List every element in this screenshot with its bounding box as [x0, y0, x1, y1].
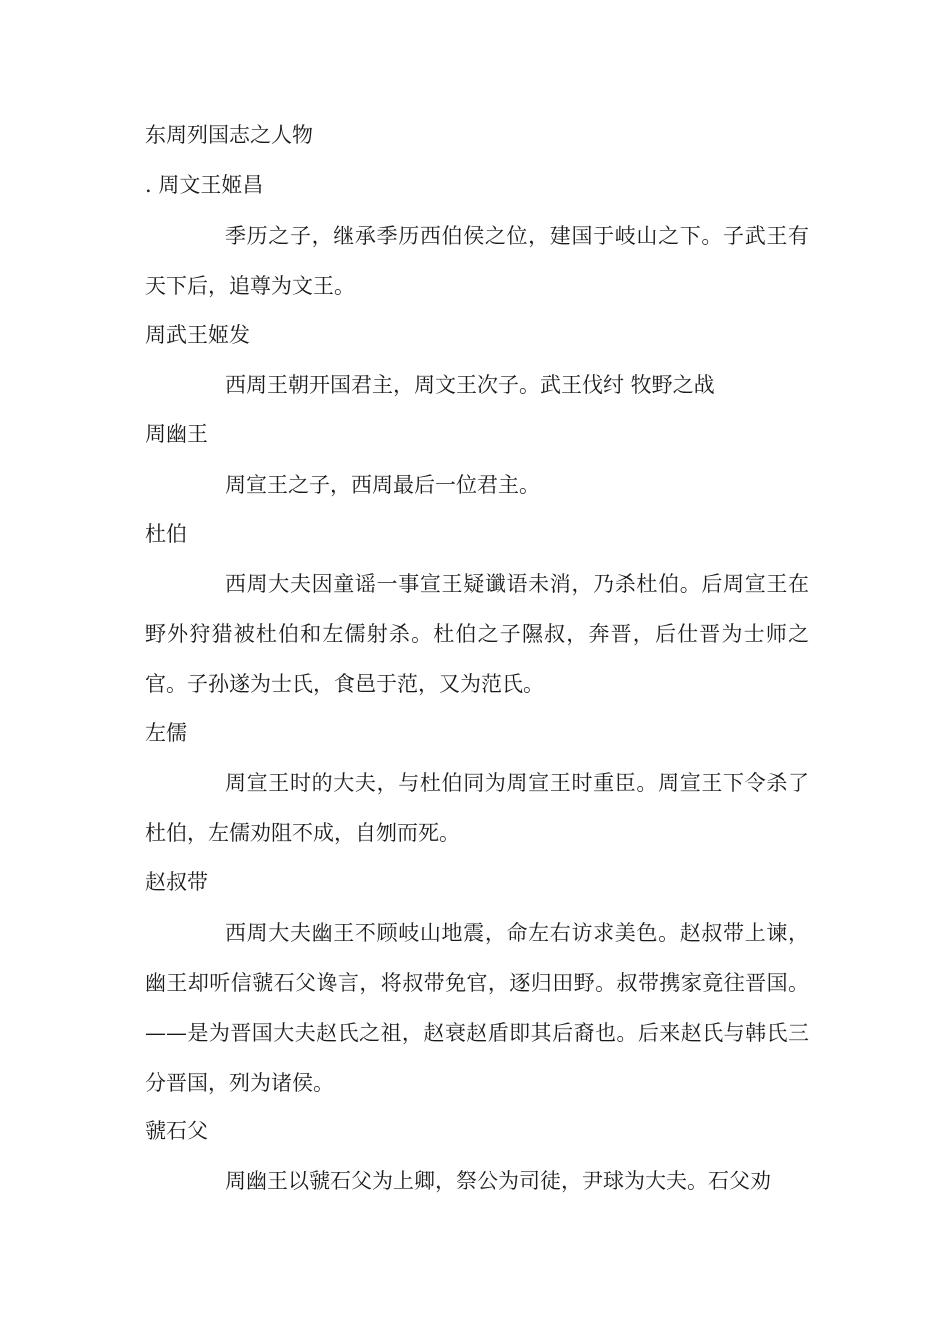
entry-name-zhao-shu-dai: 赵叔带	[145, 870, 208, 894]
entry-name-guo-shi-fu: 虢石父	[145, 1119, 208, 1143]
entry-body-zhao-shu-dai: 西周大夫幽王不顾岐山地震，命左右访求美色。赵叔带上谏，幽王却听信虢石父谗言，将叔带免官，逐归田野。叔带携家竟往晋国。——是为晋国大夫赵氏之祖，赵衰赵盾即其后裔也。后来赵氏与韩氏三分晋国，列为诸侯。	[145, 921, 809, 1095]
document-title: 东周列国志之人物	[145, 123, 313, 147]
entry-name-du-bo: 杜伯	[145, 522, 187, 546]
entry-body-zhou-wu-wang: 西周王朝开国君主，周文王次子。武王伐纣 牧野之战	[225, 373, 715, 397]
entry-body-zuo-ru: 周宣王时的大夫，与杜伯同为周宣王时重臣。周宣王下令杀了杜伯，左儒劝阻不成，自刎而死。	[145, 771, 809, 845]
entry-name-zuo-ru: 左儒	[145, 721, 187, 745]
entry-body-zhou-you-wang: 周宣王之子，西周最后一位君主。	[225, 473, 540, 497]
entry-body-guo-shi-fu: 周幽王以虢石父为上卿，祭公为司徒，尹球为大夫。石父劝	[225, 1169, 771, 1193]
entry-name-zhou-wen-wang: . 周文王姬昌	[145, 173, 264, 197]
entry-name-zhou-you-wang: 周幽王	[145, 422, 208, 446]
entry-body-zhou-wen-wang: 季历之子，继承季历西伯侯之位，建国于岐山之下。子武王有天下后，追尊为文王。	[145, 224, 809, 298]
entry-name-zhou-wu-wang: 周武王姬发	[145, 323, 250, 347]
entry-body-du-bo: 西周大夫因童谣一事宣王疑谶语未消，乃杀杜伯。后周宣王在野外狩猎被杜伯和左儒射杀。杜伯之子隰叔，奔晋，后仕晋为士师之官。子孙遂为士氏，食邑于范，又为范氏。	[145, 572, 809, 696]
